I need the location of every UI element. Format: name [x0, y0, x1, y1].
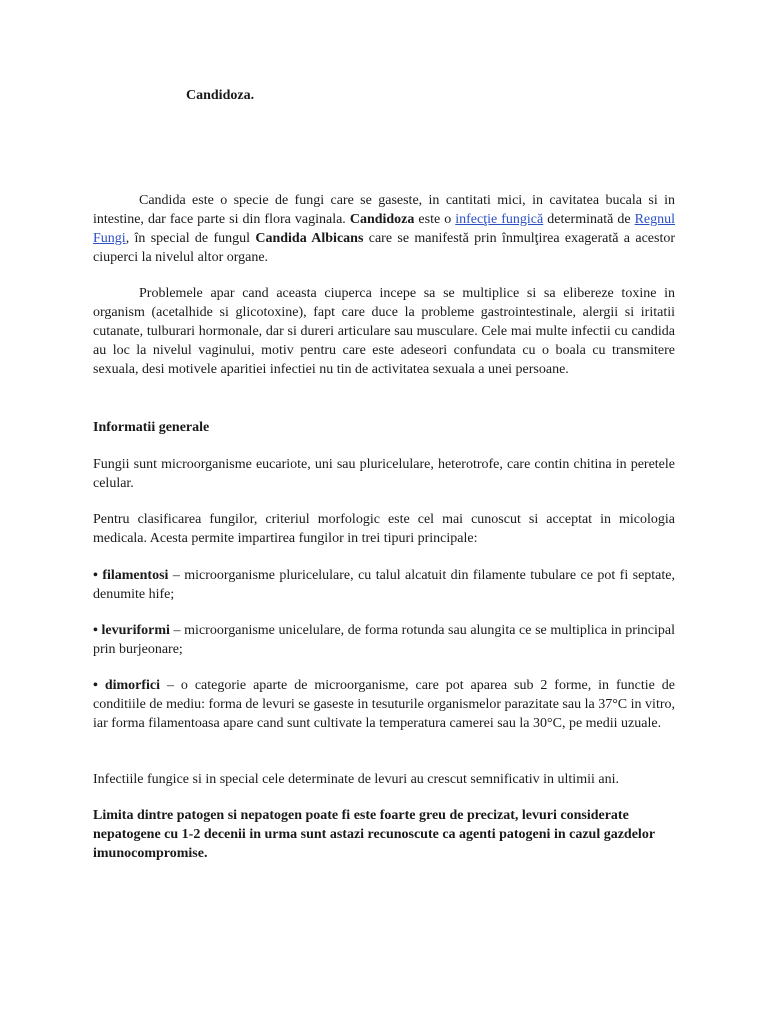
- intro-text-1: Candida este o specie de fungi care se gaseste, in cantitati mici, in cavitatea bucala si in intestine, dar face parte si din flora vaginala.: [93, 193, 675, 227]
- intro-text-3: determinată de: [543, 212, 635, 227]
- levuriformi-text: – microorganisme unicelulare, de forma rotunda sau alungita ce se multiplica in principal prin burjeonare;: [93, 623, 675, 657]
- problems-text: Problemele apar cand aceasta ciuperca incepe sa se multiplice si sa elibereze toxine in organism (acetalhide si glicotoxine), fapt care duce la probleme gastrointestinale, alergii si iritatii cutanate, tulburari hormonale, dar si dureri articulare sau musculare. Cele mai multe infectii cu candida au loc la nivelul vaginului, motiv pentru care este adeseori confundata cu o boala cu transmitere sexuala, desi motivele aparitiei infectiei nu tin de activitatea sexuala a unei persoane.: [93, 286, 675, 377]
- intro-text-2: este o: [414, 212, 456, 227]
- link-infectie-fungica[interactable]: infecţie fungică: [455, 212, 544, 227]
- list-item-filamentosi: [93, 566, 675, 604]
- term-candidoza: Candidoza: [349, 212, 415, 227]
- term-candida-albicans: Candida Albicans: [255, 231, 364, 246]
- list-item-levuriformi: [93, 621, 675, 659]
- list-item-dimorfici: [93, 676, 675, 733]
- problems-paragraph: [93, 284, 675, 379]
- classification-paragraph: Pentru clasificarea fungilor, criteriul morfologic este cel mai cunoscut si acceptat in micologia medicala. Acesta permite impartirea fungilor in trei tipuri principale:: [93, 512, 675, 546]
- dimorfici-text: – o categorie aparte de microorganisme, care pot aparea sub 2 forme, in functie de conditiile de mediu: forma de levuri se gaseste in tesuturile organismelor parazitate sau la 37°C in vitro, iar forma filamentoasa apare cand sunt cultivate la temperatura camerei sau la 30°C, pe medii uzuale.: [93, 678, 676, 731]
- infections-increase-paragraph: Infectiile fungice si in special cele determinate de levuri au crescut semnificativ in ultimii ani.: [93, 772, 619, 787]
- intro-text-4: , în special de fungul: [125, 231, 256, 246]
- fungi-definition-paragraph: Fungii sunt microorganisme eucariote, uni sau pluricelulare, heterotrofe, care contin chitina in peretele celular.: [93, 457, 675, 491]
- pathogen-limit-paragraph: Limita dintre patogen si nepatogen poate fi este foarte greu de precizat, levuri considerate nepatogene cu 1-2 decenii in urma sunt astazi recunoscute ca agenti patogeni in cazul gazdelor imunocompromise.: [93, 808, 655, 861]
- intro-text-5: care se manifestă prin înmulţirea exagerată a acestor ciuperci la nivelul altor organe.: [93, 231, 675, 265]
- heading-general-info: Informatii generale: [93, 420, 210, 435]
- filamentosi-text: – microorganisme pluricelulare, cu talul alcatuit din filamente tubulare ce pot fi septate, denumite hife;: [93, 568, 675, 602]
- document-title: Candidoza.: [186, 88, 255, 103]
- term-filamentosi: • filamentosi: [93, 568, 169, 583]
- intro-paragraph: [93, 191, 675, 267]
- term-dimorfici: • dimorfici: [93, 678, 161, 693]
- link-regnul-fungi[interactable]: Regnul Fungi: [93, 212, 676, 246]
- term-levuriformi: • levuriformi: [93, 623, 170, 638]
